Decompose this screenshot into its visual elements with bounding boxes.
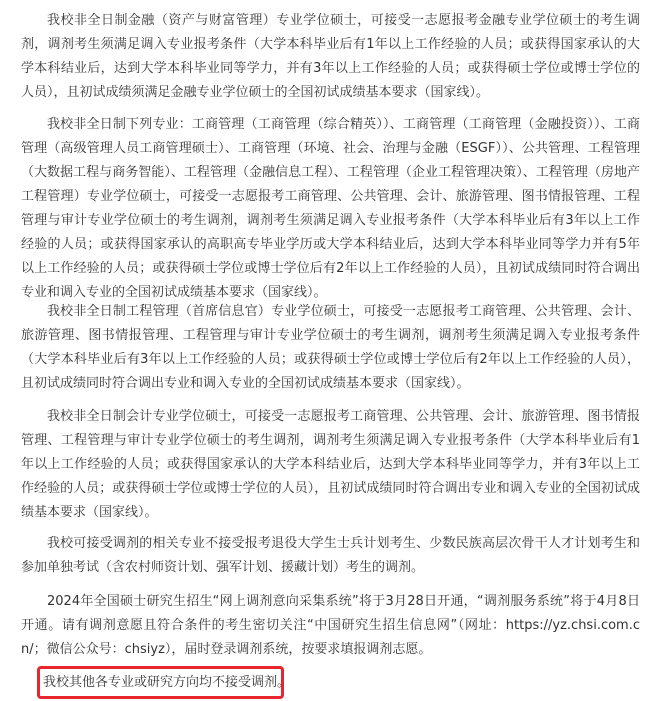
paragraph-finance-master: 我校非全日制金融（资产与财富管理）专业学位硕士，可接受一志愿报考金融专业学位硕士的考生调剂，调剂考生须满足调入专业报考条件（大学本科毕业后有1年以上工作经验的人员；或获得国家承认的大学本科结业后，达到大学本科毕业同等学力，并有3年以上工作经验的人员；或获得硕士学位或博士学位的人员），且初试成绩须满足金融专业学位硕士的全国初试成绩基本要求（国家线）。 — [21, 13, 640, 100]
paragraph-accounting-master: 我校非全日制会计专业学位硕士，可接受一志愿报考工商管理、公共管理、会计、旅游管理、图书情报管理、工程管理与审计专业学位硕士的考生调剂，调剂考生须满足调入专业报考条件（大学本科毕业后有1年以上工作经验的人员；或获得国家承认的大学本科结业后，达到大学本科毕业同等学力，并有3年以上工作经验的人员；或获得硕士学位或博士学位的人员），且初试成绩同时符合调出专业和调入专业的全国初试成绩基本要求（国家线）。 — [21, 409, 640, 520]
paragraph-adjustment-system-dates: 2024年全国硕士研究生招生“网上调剂意向采集系统”将于3月28日开通，“调剂服务系统”将于4月8日开通。请有调剂意愿且符合条件的考生密切关注“中国研究生招生信息网”（网址：https://yz.chsi.com.cn/；微信公众号：chsiyz），届时登录调剂系统，按要求填报调剂志愿。 — [21, 594, 640, 657]
paragraph-cio-engineering-management: 我校非全日制工程管理（首席信息官）专业学位硕士，可接受一志愿报考工商管理、公共管理、会计、旅游管理、图书情报管理、工程管理与审计专业学位硕士的考生调剂，调剂考生须满足调入专业报考条件（大学本科毕业后有3年以上工作经验的人员；或获得硕士学位或博士学位后有2年以上工作经验的人员），且初试成绩同时符合调出专业和调入专业的全国初试成绩基本要求（国家线）。 — [21, 304, 640, 391]
paragraph-mba-engineering-management: 我校非全日制下列专业：工商管理（工商管理（综合精英））、工商管理（工商管理（金融投资））、工商管理（高级管理人员工商管理硕士）、工商管理（环境、社会、治理与金融（ESGF））、公共管理、工程管理（大数据工程与商务智能）、工程管理（金融信息工程）、工程管理（企业工程管理决策）、工程管理（房地产工程管理）专业学位硕士，可接受一志愿报考工商管理、公共管理、会计、旅游管理、图书情报管理、工程管理与审计专业学位硕士的考生调剂，调剂考生须满足调入专业报考条件（大学本科毕业后有3年以上工作经验的人员；或获得国家承认的高职高专毕业学历或大学本科结业后，达到大学本科毕业同等学力并有5年以上工作经验的人员；或获得硕士学位或博士学位后有2年以上工作经验的人员），且初试成绩同时符合调出专业和调入专业的全国初试成绩基本要求（国家线）。 — [21, 117, 640, 300]
paragraph-special-plans-excluded: 我校可接受调剂的相关专业不接受报考退役大学生士兵计划考生、少数民族高层次骨干人才计划考生和参加单独考试（含农村师资计划、强军计划、援藏计划）考生的调剂。 — [21, 536, 640, 575]
highlight-notice: 我校其他各专业或研究方向均不接受调剂。 — [43, 674, 291, 690]
highlight-box — [37, 666, 291, 699]
